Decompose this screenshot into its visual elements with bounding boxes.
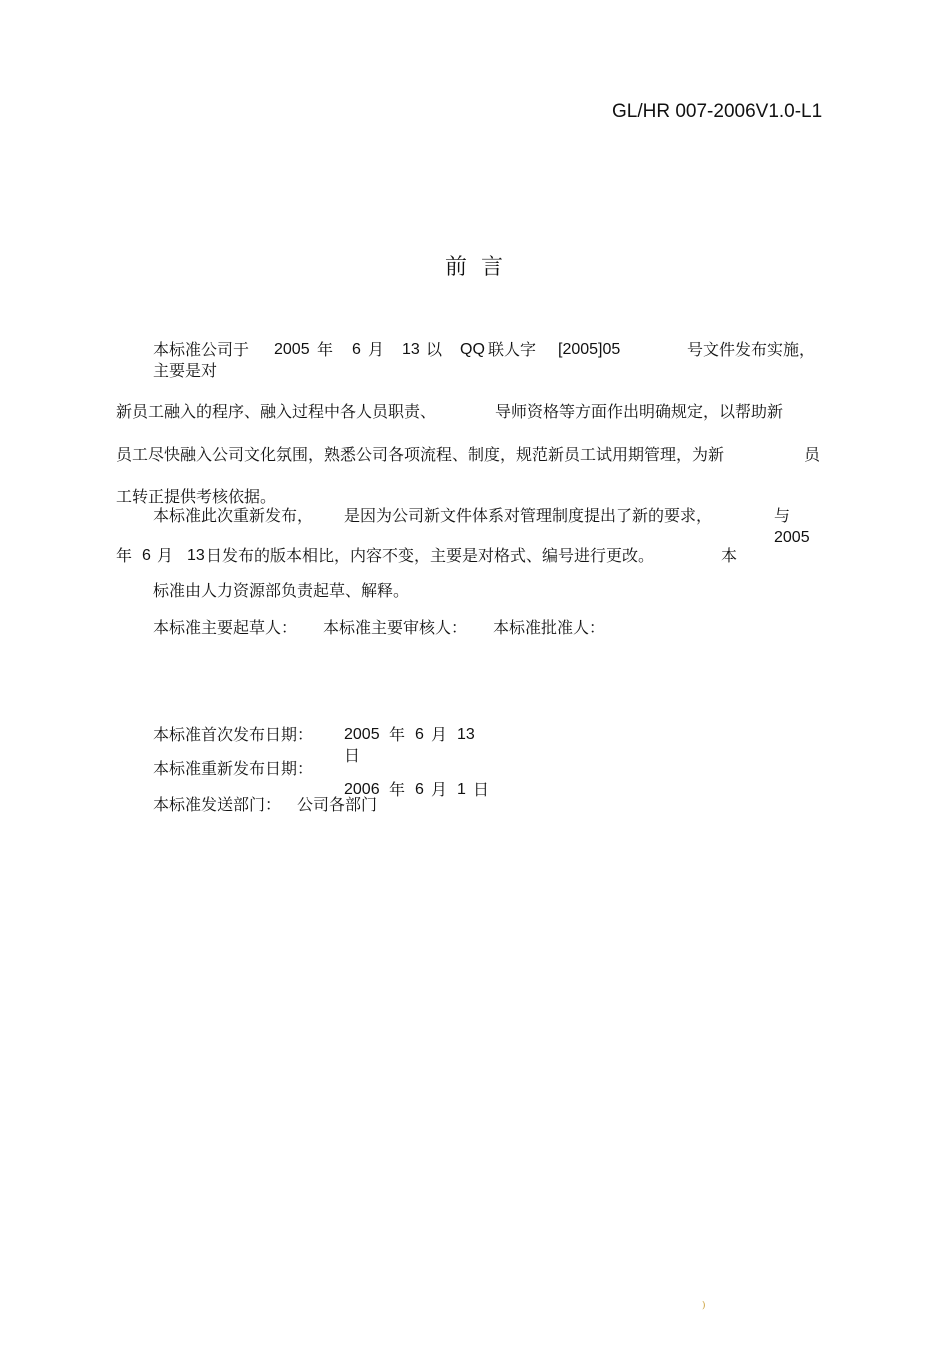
para2-yue: 月 xyxy=(157,546,174,565)
para1-line4-b: 员 xyxy=(804,445,821,464)
para1-line3-b: 导师资格等方面作出明确规定，以帮助新 xyxy=(495,402,784,421)
para1-line2: 主要是对 xyxy=(153,361,218,380)
reissue-day: 1 xyxy=(457,781,466,798)
para1-day: 13 xyxy=(402,341,420,358)
reissue-year: 2006 xyxy=(344,781,380,798)
para1-text-start: 本标准公司于 xyxy=(153,340,250,359)
first-release-day: 13 xyxy=(457,726,475,743)
dept-value: 公司各部门 xyxy=(297,795,378,814)
first-release-yue: 月 xyxy=(431,725,448,744)
first-release-month: 6 xyxy=(415,726,424,743)
para1-yi: 以 xyxy=(426,340,443,359)
para1-year: 2005 xyxy=(274,341,310,358)
first-release-year: 2005 xyxy=(344,726,380,743)
reissue-month: 6 xyxy=(415,781,424,798)
first-release-nian: 年 xyxy=(389,725,406,744)
dept-label: 本标准发送部门： xyxy=(153,795,282,814)
para1-month: 6 xyxy=(352,341,361,358)
para1-line3-a: 新员工融入的程序、融入过程中各人员职责、 xyxy=(116,402,437,421)
para2-line1-a: 本标准此次重新发布， xyxy=(153,506,314,525)
para1-lianrenzi: 联人字 xyxy=(488,340,537,359)
first-release-label: 本标准首次发布日期： xyxy=(153,725,314,744)
document-code: GL/HR 007-2006V1.0-L1 xyxy=(612,101,823,122)
para2-month: 6 xyxy=(142,547,151,564)
drafter-label: 本标准主要起草人： xyxy=(153,618,298,637)
para2-line2-ben: 本 xyxy=(721,546,738,565)
para2-line3: 标准由人力资源部负责起草、解释。 xyxy=(153,581,410,600)
reviewer-label: 本标准主要审核人： xyxy=(323,618,468,637)
para2-line2-text: 日发布的版本相比，内容不变，主要是对格式、编号进行更改。 xyxy=(206,546,655,565)
para1-line1-end: 号文件发布实施， xyxy=(687,340,816,359)
para2-line1-b: 是因为公司新文件体系对管理制度提出了新的要求， xyxy=(344,506,713,525)
reissue-label: 本标准重新发布日期： xyxy=(153,759,314,778)
approver-label: 本标准批准人： xyxy=(493,618,606,637)
para1-yue: 月 xyxy=(368,340,385,359)
para1-docno: [2005]05 xyxy=(558,341,621,358)
reissue-ri: 日 xyxy=(473,780,490,799)
para1-line5: 工转正提供考核依据。 xyxy=(116,487,277,506)
para1-qq: QQ xyxy=(460,341,485,358)
para1-nian: 年 xyxy=(317,340,334,359)
footer-mark: ) xyxy=(702,1301,706,1311)
page-title: 前言 xyxy=(445,255,518,280)
first-release-ri: 日 xyxy=(344,746,361,765)
para2-line1-c: 与 xyxy=(774,506,791,525)
reissue-nian: 年 xyxy=(389,780,406,799)
reissue-yue: 月 xyxy=(431,780,448,799)
para2-year: 2005 xyxy=(774,529,810,546)
para1-line4-a: 员工尽快融入公司文化氛围，熟悉公司各项流程、制度，规范新员工试用期管理，为新 xyxy=(116,445,725,464)
para2-nian: 年 xyxy=(116,546,133,565)
para2-day: 13 xyxy=(187,547,205,564)
